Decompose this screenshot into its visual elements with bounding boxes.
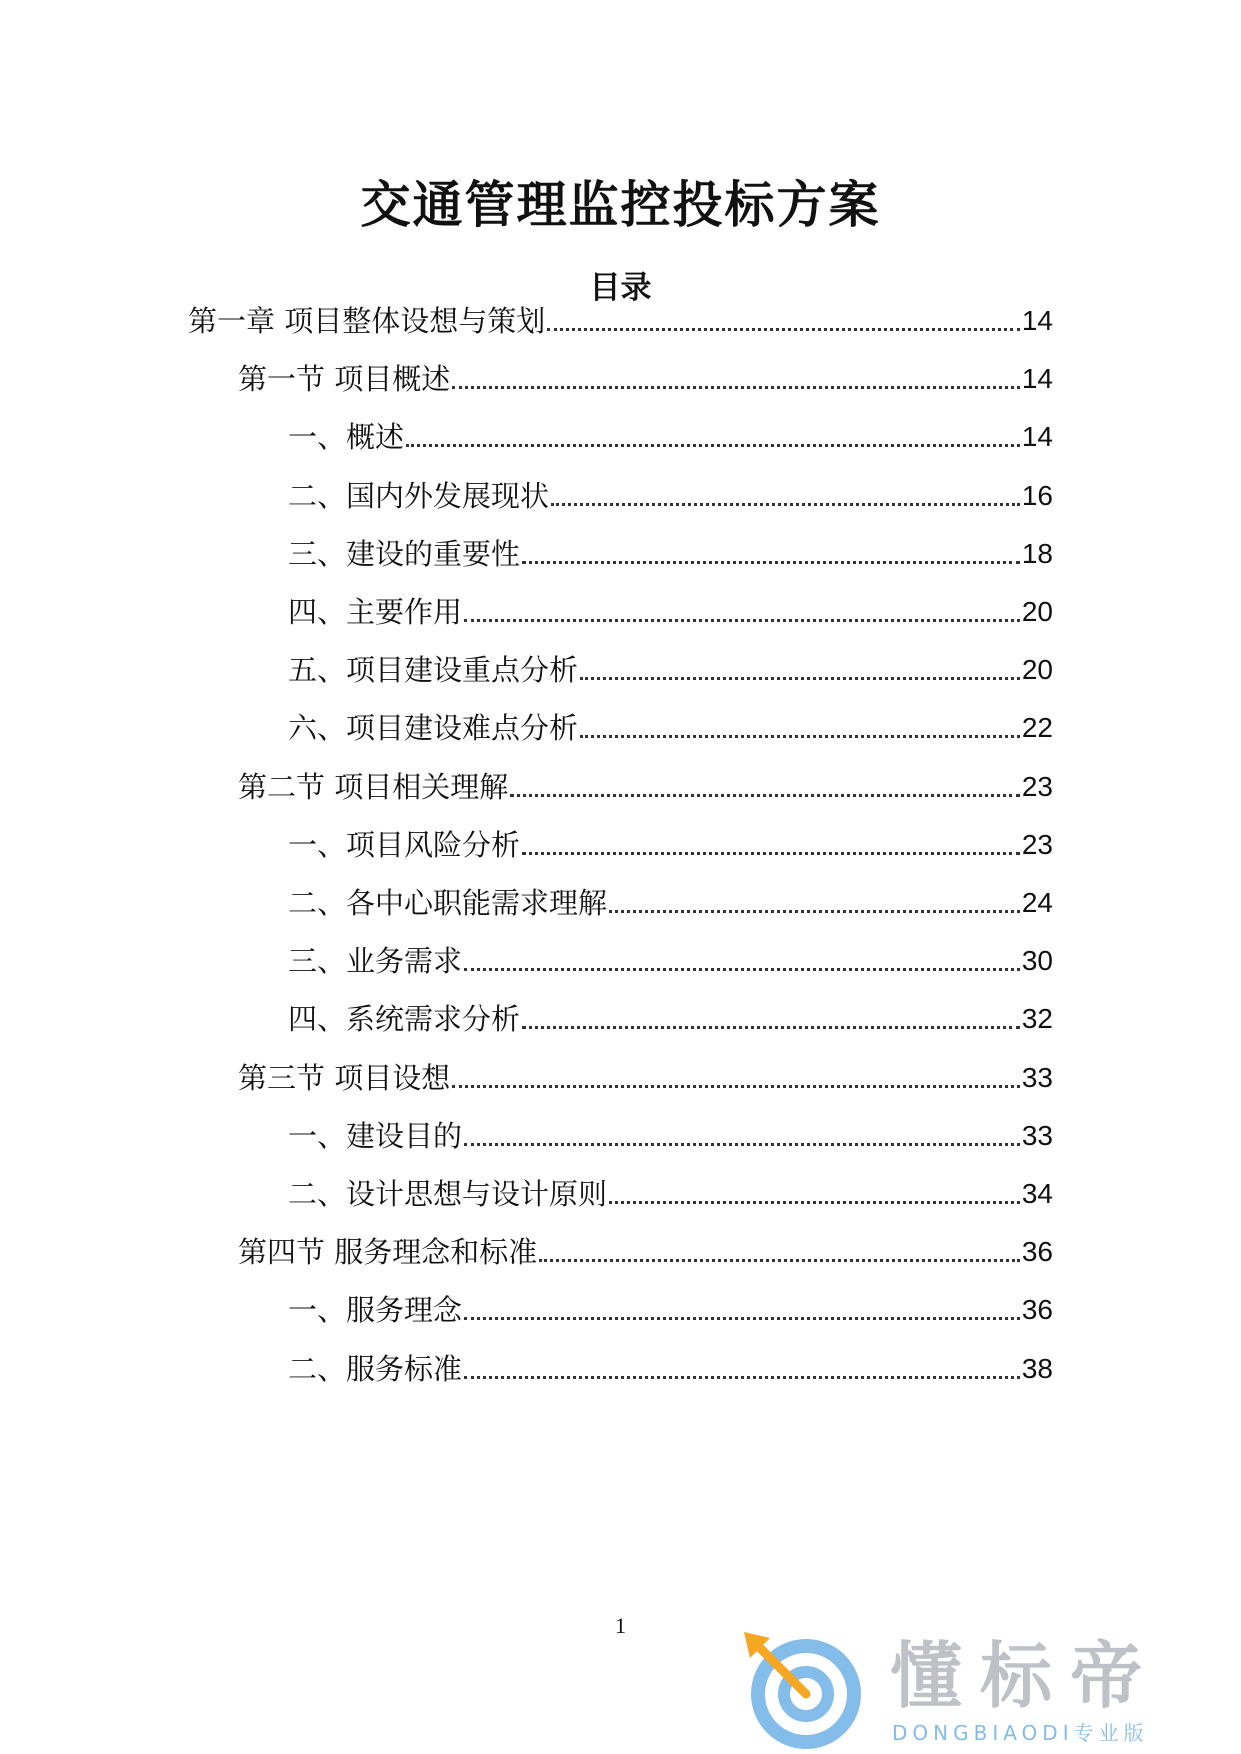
toc-dot-leader (539, 1259, 1020, 1262)
watermark-brand-name: 懂标帝 (890, 1634, 1161, 1718)
toc-entry-title: 二、国内外发展现状 (288, 479, 550, 513)
toc-entry-page: 14 (1021, 305, 1053, 336)
toc-entry-page: 33 (1021, 1062, 1053, 1093)
toc-entry-title: 四、主要作用 (288, 595, 463, 629)
toc-entry[interactable] (288, 703, 1053, 747)
toc-entry-page: 24 (1021, 887, 1053, 918)
toc-entry-title: 一、概述 (288, 420, 405, 454)
toc-entry-title: 一、建设目的 (288, 1119, 463, 1153)
toc-entry-title: 五、项目建设重点分析 (288, 653, 579, 687)
toc-entry-title: 第三节 项目设想 (238, 1061, 451, 1095)
toc-entry[interactable] (288, 645, 1053, 689)
toc-dot-leader (580, 677, 1020, 680)
toc-entry[interactable] (288, 587, 1053, 631)
toc-entry-title: 一、服务理念 (288, 1293, 463, 1327)
toc-entry-page: 14 (1021, 421, 1053, 452)
toc-entry-title: 六、项目建设难点分析 (288, 711, 579, 745)
toc-entry[interactable] (288, 936, 1053, 980)
toc-entry[interactable] (288, 878, 1053, 922)
watermark (740, 1628, 1220, 1748)
toc-entry-title: 二、各中心职能需求理解 (288, 886, 608, 920)
toc-entry-page: 18 (1021, 538, 1053, 569)
toc-entry-title: 二、设计思想与设计原则 (288, 1177, 608, 1211)
toc-entry[interactable] (238, 1053, 1053, 1097)
toc-dot-leader (452, 1085, 1020, 1088)
toc-entry[interactable] (288, 1111, 1053, 1155)
toc-entry-page: 38 (1021, 1353, 1053, 1384)
toc-dot-leader (464, 1317, 1020, 1320)
toc-entry-title: 第一章 项目整体设想与策划 (188, 304, 546, 338)
toc-entry[interactable] (288, 471, 1053, 515)
toc-entry-title: 一、项目风险分析 (288, 828, 521, 862)
toc-entry-title: 第二节 项目相关理解 (238, 770, 509, 804)
toc-entry[interactable] (288, 1344, 1053, 1388)
toc-entry-page: 20 (1021, 654, 1053, 685)
watermark-subtitle: DONGBIAODI专业版 (892, 1721, 1149, 1745)
toc-entry[interactable] (238, 762, 1053, 806)
toc-entry[interactable] (288, 412, 1053, 456)
toc-entry-page: 20 (1021, 596, 1053, 627)
toc-entry-page: 23 (1021, 771, 1053, 802)
toc-dot-leader (406, 444, 1020, 447)
toc-entry-page: 34 (1021, 1178, 1053, 1209)
toc-entry-page: 33 (1021, 1120, 1053, 1151)
toc-dot-leader (609, 1201, 1020, 1204)
toc-entry-title: 四、系统需求分析 (288, 1002, 521, 1036)
toc-dot-leader (522, 1026, 1020, 1029)
toc-entry[interactable] (288, 994, 1053, 1038)
toc-entry[interactable] (188, 296, 1053, 340)
toc-entry-page: 22 (1021, 712, 1053, 743)
target-arrow-icon (740, 1628, 870, 1752)
toc-entry-title: 第一节 项目概述 (238, 362, 451, 396)
toc-entry-page: 14 (1021, 363, 1053, 394)
toc-entry-page: 16 (1021, 480, 1053, 511)
toc-entry-title: 三、建设的重要性 (288, 537, 521, 571)
page-number: 1 (615, 1613, 626, 1638)
toc-entry-title: 第四节 服务理念和标准 (238, 1235, 538, 1269)
toc-dot-leader (547, 328, 1020, 331)
toc-entry-page: 30 (1021, 945, 1053, 976)
toc-entry[interactable] (238, 354, 1053, 398)
toc-dot-leader (609, 910, 1020, 913)
toc-dot-leader (580, 735, 1020, 738)
toc-entry-page: 36 (1021, 1236, 1053, 1267)
toc-entry[interactable] (288, 820, 1053, 864)
toc-entry-title: 三、业务需求 (288, 944, 463, 978)
document-title: 交通管理监控投标方案 (360, 176, 881, 234)
toc-entry[interactable] (288, 1285, 1053, 1329)
toc-dot-leader (522, 852, 1020, 855)
toc-dot-leader (522, 561, 1020, 564)
toc-dot-leader (464, 968, 1020, 971)
toc-entry-page: 36 (1021, 1294, 1053, 1325)
toc-dot-leader (452, 386, 1020, 389)
toc-entry[interactable] (288, 1169, 1053, 1213)
toc-entry[interactable] (238, 1227, 1053, 1271)
toc-dot-leader (464, 1376, 1020, 1379)
toc-entry-page: 23 (1021, 829, 1053, 860)
toc-dot-leader (510, 794, 1020, 797)
toc-dot-leader (551, 503, 1020, 506)
toc-dot-leader (464, 619, 1020, 622)
toc-dot-leader (464, 1143, 1020, 1146)
toc-entry-page: 32 (1021, 1003, 1053, 1034)
toc-heading: 目录 (589, 270, 652, 306)
toc-entry-title: 二、服务标准 (288, 1352, 463, 1386)
toc-entry[interactable] (288, 529, 1053, 573)
